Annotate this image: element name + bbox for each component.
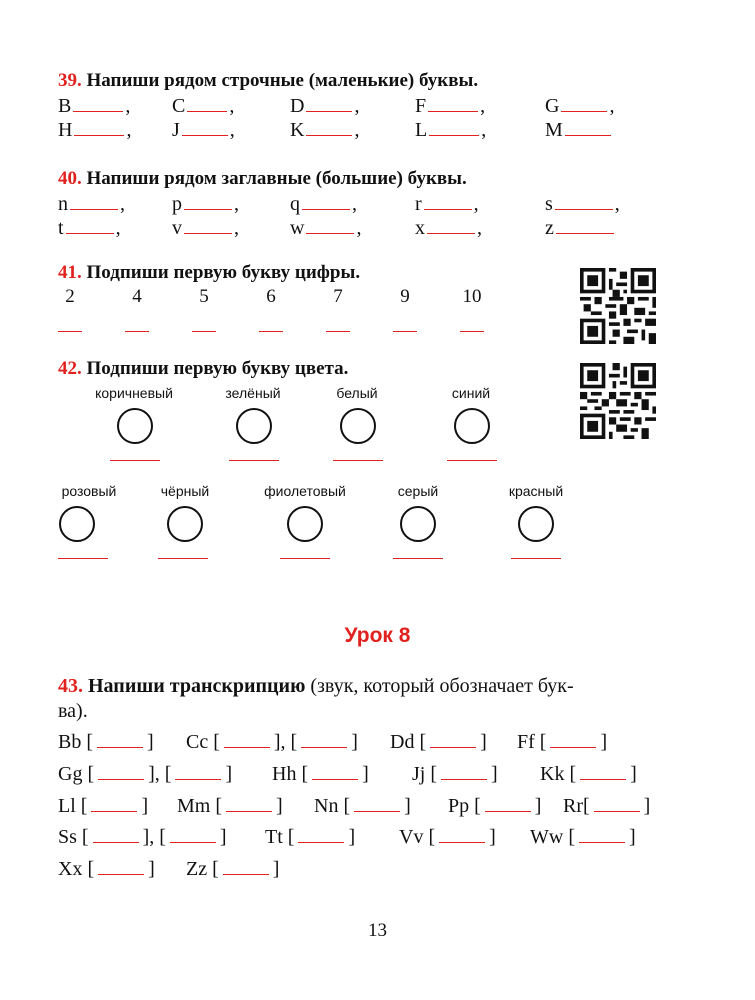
answer-blank[interactable] [550, 733, 596, 748]
task-number: 40. [58, 168, 82, 189]
letter-item: x , [415, 217, 482, 239]
answer-blank[interactable] [170, 828, 216, 843]
answer-line[interactable] [110, 460, 160, 461]
transcription-item: Pp [ ] [448, 795, 542, 817]
answer-line[interactable] [447, 460, 497, 461]
answer-line[interactable] [158, 558, 208, 559]
answer-blank[interactable] [556, 219, 614, 234]
color-circle[interactable] [518, 506, 554, 542]
answer-blank[interactable] [301, 733, 347, 748]
transcription-item: Tt [ ] [265, 826, 356, 848]
letter-item: n , [58, 193, 125, 215]
task-title: Подпиши первую букву цифры. [86, 262, 361, 283]
color-circle[interactable] [167, 506, 203, 542]
lesson-heading: Урок 8 [344, 624, 411, 647]
answer-line[interactable] [58, 331, 82, 332]
answer-blank[interactable] [73, 97, 123, 112]
task-43-heading [58, 675, 574, 698]
transcription-item: Xx [ ] [58, 858, 155, 880]
answer-blank[interactable] [74, 121, 124, 136]
answer-blank[interactable] [430, 733, 476, 748]
letter-item: p , [172, 193, 239, 215]
answer-blank[interactable] [439, 828, 485, 843]
answer-blank[interactable] [91, 797, 137, 812]
color-label: коричневый [95, 385, 173, 401]
task-43-heading-cont [58, 700, 88, 723]
letter-item: F , [415, 95, 486, 117]
answer-blank[interactable] [485, 797, 531, 812]
answer-blank[interactable] [302, 195, 350, 210]
digit-label: 7 [333, 286, 343, 307]
task-title: Напиши транскрипцию [88, 675, 306, 697]
color-circle[interactable] [454, 408, 490, 444]
task-40-heading [58, 168, 467, 190]
letter-item: B , [58, 95, 131, 117]
digit-label: 5 [199, 286, 209, 307]
answer-blank[interactable] [428, 97, 478, 112]
transcription-item: Ss [ ], [ ] [58, 826, 227, 848]
task-41-heading [58, 262, 360, 284]
answer-blank[interactable] [187, 97, 227, 112]
letter-item: M [545, 119, 613, 142]
transcription-item: Hh [ ] [272, 763, 369, 785]
answer-blank[interactable] [579, 828, 625, 843]
letter-item: K , [290, 119, 360, 141]
letter-item: J , [172, 119, 235, 141]
transcription-item: Vv [ ] [399, 826, 496, 848]
transcription-item: Nn [ ] [314, 795, 411, 817]
color-label: фиолетовый [264, 483, 346, 499]
letter-item: z [545, 217, 616, 240]
task-title-rest: ва). [58, 700, 88, 722]
answer-blank[interactable] [306, 97, 352, 112]
color-circle[interactable] [236, 408, 272, 444]
answer-blank[interactable] [93, 828, 139, 843]
answer-blank[interactable] [555, 195, 613, 210]
answer-line[interactable] [125, 331, 149, 332]
color-label: розовый [61, 483, 117, 499]
answer-blank[interactable] [175, 765, 221, 780]
answer-blank[interactable] [427, 219, 475, 234]
answer-blank[interactable] [424, 195, 472, 210]
answer-blank[interactable] [354, 797, 400, 812]
task-title: Напиши рядом строчные (маленькие) буквы. [86, 70, 479, 91]
transcription-item: Cc [ ], [ ] [186, 731, 358, 753]
answer-blank[interactable] [184, 219, 232, 234]
answer-blank[interactable] [226, 797, 272, 812]
answer-blank[interactable] [184, 195, 232, 210]
answer-blank[interactable] [306, 121, 352, 136]
transcription-item: Bb [ ] [58, 731, 154, 753]
letter-item: q , [290, 193, 357, 215]
digit-label: 4 [132, 286, 142, 307]
answer-blank[interactable] [97, 733, 143, 748]
answer-blank[interactable] [306, 219, 354, 234]
answer-blank[interactable] [580, 765, 626, 780]
color-circle[interactable] [400, 506, 436, 542]
transcription-item: Rr[ ] [563, 795, 651, 817]
answer-line[interactable] [460, 331, 484, 332]
answer-line[interactable] [511, 558, 561, 559]
answer-blank[interactable] [66, 219, 114, 234]
color-circle[interactable] [340, 408, 376, 444]
transcription-item: Mm [ ] [177, 795, 283, 817]
answer-line[interactable] [280, 558, 330, 559]
task-number: 43. [58, 675, 83, 697]
answer-blank[interactable] [298, 828, 344, 843]
task-title: Подпиши первую букву цвета. [86, 358, 349, 379]
color-circle[interactable] [117, 408, 153, 444]
answer-blank[interactable] [182, 121, 228, 136]
color-label: серый [397, 483, 439, 499]
transcription-item: Ll [ ] [58, 795, 149, 817]
answer-blank[interactable] [98, 765, 144, 780]
answer-blank[interactable] [98, 860, 144, 875]
answer-line[interactable] [326, 331, 350, 332]
qr-code-icon [580, 363, 656, 439]
answer-blank[interactable] [561, 97, 607, 112]
answer-line[interactable] [393, 558, 443, 559]
transcription-item: Gg [ ], [ ] [58, 763, 233, 785]
letter-item: t , [58, 217, 121, 239]
answer-line[interactable] [333, 460, 383, 461]
color-label: синий [451, 385, 491, 401]
answer-line[interactable] [259, 331, 283, 332]
task-39-heading [58, 70, 478, 92]
answer-line[interactable] [58, 558, 108, 559]
answer-blank[interactable] [594, 797, 640, 812]
color-circle[interactable] [59, 506, 95, 542]
transcription-item: Ww [ ] [530, 826, 636, 848]
transcription-item: Ff [ ] [517, 731, 608, 753]
transcription-item: Kk [ ] [540, 763, 637, 785]
color-label: белый [336, 385, 378, 401]
transcription-item: Jj [ ] [412, 763, 498, 785]
task-title-rest: (звук, который обозначает бук- [305, 675, 574, 697]
transcription-item: Dd [ ] [390, 731, 487, 753]
letter-item: w , [290, 217, 362, 239]
answer-blank[interactable] [223, 860, 269, 875]
answer-blank[interactable] [70, 195, 118, 210]
answer-blank[interactable] [441, 765, 487, 780]
letter-item: G , [545, 95, 615, 117]
digit-label: 2 [65, 286, 75, 307]
letter-item: C , [172, 95, 235, 117]
digit-label: 6 [266, 286, 276, 307]
letter-item: s , [545, 193, 620, 215]
color-label: красный [508, 483, 564, 499]
transcription-item: Zz [ ] [186, 858, 280, 880]
color-circle[interactable] [287, 506, 323, 542]
letter-item: r , [415, 193, 479, 215]
qr-code-icon [580, 268, 656, 344]
task-title: Напиши рядом заглавные (большие) буквы. [86, 168, 467, 189]
letter-item: v , [172, 217, 239, 239]
letter-item: H , [58, 119, 132, 141]
color-label: зелёный [225, 385, 281, 401]
letter-item: D , [290, 95, 360, 117]
answer-line[interactable] [393, 331, 417, 332]
answer-blank[interactable] [312, 765, 358, 780]
page-number: 13 [368, 920, 387, 941]
task-number: 42. [58, 358, 82, 379]
letter-item: L , [415, 119, 487, 141]
digit-label: 10 [462, 286, 482, 307]
answer-line[interactable] [229, 460, 279, 461]
task-number: 41. [58, 262, 82, 283]
task-42-heading [58, 358, 348, 380]
answer-blank[interactable] [429, 121, 479, 136]
color-label: чёрный [160, 483, 210, 499]
answer-blank[interactable] [565, 121, 611, 136]
digit-label: 9 [400, 286, 410, 307]
answer-line[interactable] [192, 331, 216, 332]
task-number: 39. [58, 70, 82, 91]
answer-blank[interactable] [224, 733, 270, 748]
